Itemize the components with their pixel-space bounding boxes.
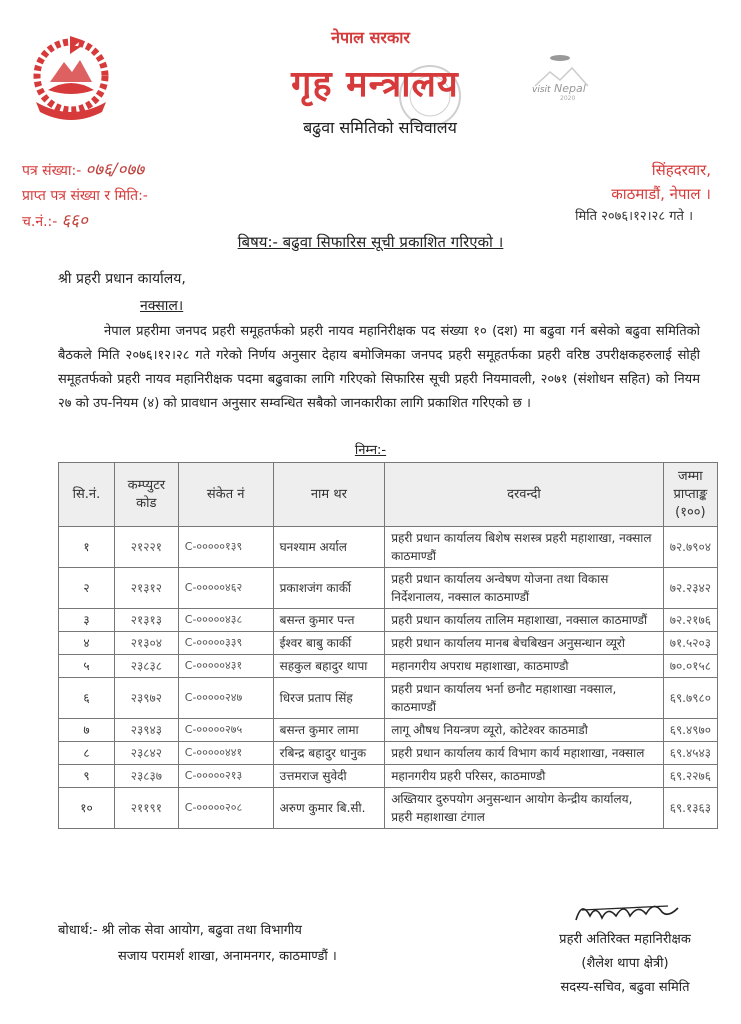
signature-icon	[572, 896, 682, 932]
promotion-recommendation-table	[58, 462, 718, 829]
table-header-row	[59, 463, 718, 527]
cell-serial: ९	[59, 765, 115, 788]
table-row	[59, 655, 718, 678]
address-line-1: सिंहदरवार,	[651, 161, 711, 179]
cell-computer-code: २३८३८	[114, 655, 178, 678]
cell-symbol-no: C-०००००२४७	[178, 678, 273, 719]
recipient-place: नक्साल।	[140, 298, 184, 314]
cell-name: घनश्याम अर्याल	[273, 527, 385, 568]
cell-total-score: ६९.४९७०	[663, 719, 717, 742]
cell-posting: लागू औषध नियन्त्रण व्यूरो, कोटेश्वर काठमाडौ	[385, 719, 664, 742]
address-line-2: काठमाडौं, नेपाल ।	[611, 185, 711, 203]
header-name: नाम थर	[273, 463, 385, 527]
cell-serial: ४	[59, 632, 115, 655]
cell-total-score: ७२.२३४२	[663, 568, 717, 609]
cell-name: अरुण कुमार बि.सी.	[273, 788, 385, 829]
cell-total-score: ७१.५२०३	[663, 632, 717, 655]
cell-name: धिरज प्रताप सिंह	[273, 678, 385, 719]
cell-serial: १	[59, 527, 115, 568]
cell-total-score: ६९.२२७६	[663, 765, 717, 788]
table-row	[59, 632, 718, 655]
cell-total-score: ७२.७९०४	[663, 527, 717, 568]
cell-name: उत्तमराज सुवेदी	[273, 765, 385, 788]
cell-posting: प्रहरी प्रधान कार्यालय मानब बेचबिखन अनुसन्धान व्यूरो	[385, 632, 664, 655]
cell-computer-code: २३८३७	[114, 765, 178, 788]
svg-text:visit: visit	[532, 85, 551, 95]
signer-name: (शैलेश थापा क्षेत्री)	[581, 956, 669, 971]
dispatch-number-value: ६६०	[61, 211, 88, 231]
cell-posting: प्रहरी प्रधान कार्यालय भर्ना छनौट महाशाखा नक्साल, काठमाण्डौं	[385, 678, 664, 719]
subject-line: बिषय:- बढुवा सिफारिस सूची प्रकाशित गरिएको ।	[237, 233, 504, 251]
cell-computer-code: २१३१३	[114, 609, 178, 632]
cell-posting: अख्तियार दुरुपयोग अनुसन्धान आयोग केन्द्रीय कार्यालय, प्रहरी महाशाखा टंगाल	[385, 788, 664, 829]
cell-serial: ५	[59, 655, 115, 678]
table-row	[59, 678, 718, 719]
table-row	[59, 788, 718, 829]
header-computer-code: कम्प्युटर कोड	[114, 463, 178, 527]
cell-computer-code: २१३०४	[114, 632, 178, 655]
header-posting: दरवन्दी	[385, 463, 664, 527]
body-paragraph: नेपाल प्रहरीमा जनपद प्रहरी समूहतर्फको प्रहरी नायव महानिरीक्षक पद संख्या १० (दश) मा बढुवा गर्न बसेको बढुवा समितिको बैठकले मिति २०७६।१२।२८ गते गरेको निर्णय अनुसार देहाय बमोजिमका जनपद प्रहरी समूहतर्फका प्रहरी वरिष्ठ उपरीक्षकहरुलाई सोही समूहतर्फको प्रहरी नायव महानिरीक्षक पदमा बढुवाका लागि गरिएको सिफारिस सूची प्रहरी नियमावली, २०७१ (संशोधन सहित) को नियम २७ को उप-नियम (४) को प्रावधान अनुसार सम्वन्धित सबैको जानकारीका लागि प्रकाशित गरिएको छ ।	[58, 324, 700, 411]
cell-name: सहकुल बहादुर थापा	[273, 655, 385, 678]
cell-posting: महानगरीय अपराध महाशाखा, काठमाण्डौ	[385, 655, 664, 678]
table-row	[59, 719, 718, 742]
cell-symbol-no: C-०००००४३८	[178, 609, 273, 632]
visit-nepal-logo-icon	[530, 48, 610, 103]
header-total-score: जम्मा प्राप्ताङ्क (१००)	[663, 463, 717, 527]
table-row	[59, 568, 718, 609]
cell-computer-code: २३८४२	[114, 742, 178, 765]
cell-serial: ८	[59, 742, 115, 765]
cell-serial: ७	[59, 719, 115, 742]
cell-posting: महानगरीय प्रहरी परिसर, काठमाण्डौ	[385, 765, 664, 788]
cell-symbol-no: C-०००००२१३	[178, 765, 273, 788]
cell-symbol-no: C-०००००४३१	[178, 655, 273, 678]
cell-symbol-no: C-०००००४४१	[178, 742, 273, 765]
cell-serial: १०	[59, 788, 115, 829]
letter-number-value: ०७६/०७७	[85, 160, 145, 180]
visit-nepal-text: Nepal	[554, 82, 586, 95]
cell-posting: प्रहरी प्रधान कार्यालय बिशेष सशस्त्र प्रहरी महाशाखा, नक्साल काठमाण्डौं	[385, 527, 664, 568]
table-row	[59, 527, 718, 568]
cell-total-score: ६९.७९८०	[663, 678, 717, 719]
reference-block	[22, 158, 148, 235]
cell-name: प्रकाशजंग कार्की	[273, 568, 385, 609]
table-row	[59, 765, 718, 788]
cell-total-score: ६९.४५४३	[663, 742, 717, 765]
table-row	[59, 609, 718, 632]
cell-symbol-no: C-०००००२०८	[178, 788, 273, 829]
recipient-office: श्री प्रहरी प्रधान कार्यालय,	[58, 271, 186, 287]
signer-role: सदस्य-सचिव, बढुवा समिति	[560, 980, 690, 995]
cell-computer-code: २३९४३	[114, 719, 178, 742]
letter-date: मिति २०७६।१२।२८ गते ।	[575, 209, 693, 224]
cell-serial: ३	[59, 609, 115, 632]
cell-total-score: ६९.१३६३	[663, 788, 717, 829]
cell-symbol-no: C-०००००४६२	[178, 568, 273, 609]
table-row	[59, 742, 718, 765]
ministry-title: गृह मन्त्रालय	[291, 64, 459, 105]
cc-block	[58, 918, 337, 970]
cell-computer-code: २३९७२	[114, 678, 178, 719]
cell-symbol-no: C-०००००२७५	[178, 719, 273, 742]
header-symbol-no: संकेत नं	[178, 463, 273, 527]
secretariat-name: बढुवा समितिको सचिवालय	[303, 118, 457, 137]
cell-name: बसन्त कुमार पन्त	[273, 609, 385, 632]
cell-posting: प्रहरी प्रधान कार्यालय अन्वेषण योजना तथा विकास निर्देशनालय, नक्साल काठमाण्डौं	[385, 568, 664, 609]
cell-computer-code: २१२२१	[114, 527, 178, 568]
office-address	[611, 158, 711, 206]
signatory-block	[520, 928, 730, 1000]
cell-name: ईश्वर बाबु कार्की	[273, 632, 385, 655]
visit-nepal-year: 2020	[560, 95, 576, 102]
government-name: नेपाल सरकार	[331, 28, 410, 47]
cc-line-2: सजाय परामर्श शाखा, अनामनगर, काठमाण्डौं ।	[118, 949, 337, 964]
letter-number: पत्र संख्या:- ०७६/०७७	[22, 160, 145, 180]
signer-title: प्रहरी अतिरिक्त महानिरीक्षक	[559, 932, 691, 947]
cell-total-score: ७२.२१७६	[663, 609, 717, 632]
received-letter-label: प्राप्त पत्र संख्या र मिति:-	[22, 188, 148, 204]
cell-computer-code: २११९१	[114, 788, 178, 829]
cell-computer-code: २१३१२	[114, 568, 178, 609]
cell-name: बसन्त कुमार लामा	[273, 719, 385, 742]
header-serial: सि.नं.	[59, 463, 115, 527]
cell-posting: प्रहरी प्रधान कार्यालय कार्य विभाग कार्य महाशाखा, नक्साल	[385, 742, 664, 765]
cell-symbol-no: C-०००००३३९	[178, 632, 273, 655]
cell-serial: ६	[59, 678, 115, 719]
dispatch-number: च.नं.:- ६६०	[22, 211, 88, 231]
cell-name: रबिन्द्र बहादुर धानुक	[273, 742, 385, 765]
cell-symbol-no: C-०००००१३९	[178, 527, 273, 568]
list-heading: निम्न:-	[354, 443, 387, 458]
cell-total-score: ७०.०१५८	[663, 655, 717, 678]
cell-serial: २	[59, 568, 115, 609]
cc-line-1: बोधार्थ:- श्री लोक सेवा आयोग, बढुवा तथा विभागीय	[58, 923, 302, 938]
cell-posting: प्रहरी प्रधान कार्यालय तालिम महाशाखा, नक्साल काठमाण्डौं	[385, 609, 664, 632]
